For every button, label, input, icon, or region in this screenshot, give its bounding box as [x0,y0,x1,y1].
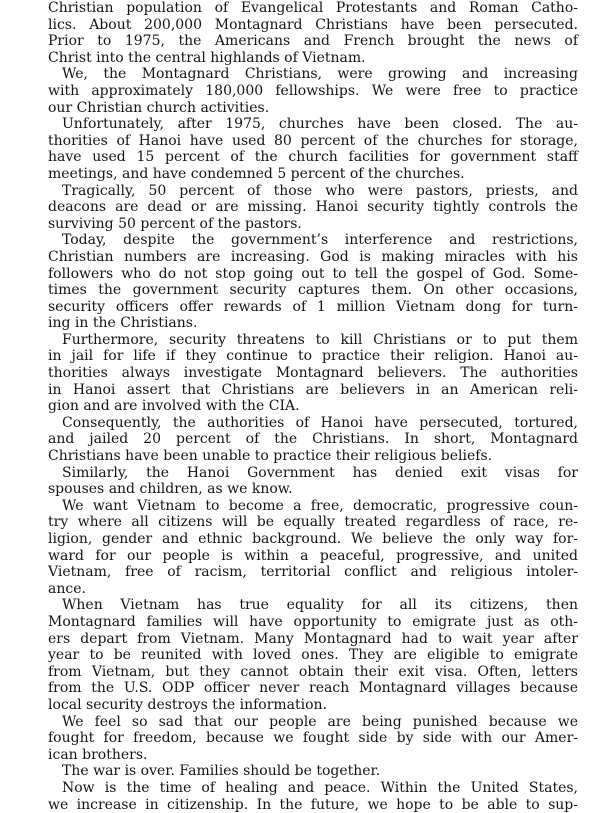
text-line: We want Vietnam to become a free, democratic, progressive coun- [48,498,578,515]
paragraph-christian-numbers [48,232,578,332]
paragraph-persecution-intro [48,0,578,66]
paragraph-punished [48,714,578,764]
text-line: Christ into the central highlands of Vietnam. [48,50,578,67]
text-line: spouses and children, as we know. [48,481,578,498]
text-line: thorities always investigate Montagnard believers. The authorities [48,365,578,382]
text-line: When Vietnam has true equality for all its citizens, then [48,597,578,614]
text-line: Consequently, the authorities of Hanoi have persecuted, tortured, [48,415,578,432]
text-line: We, the Montagnard Christians, were growing and increasing [48,66,578,83]
text-line: Today, despite the government’s interference and restrictions, [48,232,578,249]
text-line: ance. [48,581,578,598]
text-line: Montagnard families will have opportunity to emigrate just as oth- [48,614,578,631]
text-line: We feel so sad that our people are being punished because we [48,714,578,731]
text-line: Christian population of Evangelical Protestants and Roman Catho- [48,0,578,17]
text-line: ican brothers. [48,747,578,764]
paragraph-exit-visas [48,465,578,498]
text-line: and jailed 20 percent of the Christians. In short, Montagnard [48,431,578,448]
text-line: times the government security captures them. On other occasions, [48,282,578,299]
text-line: local security destroys the information. [48,697,578,714]
paragraph-war-over [48,763,578,780]
text-line: Vietnam, free of racism, territorial conflict and religious intoler- [48,564,578,581]
text-line: Tragically, 50 percent of those who were pastors, priests, and [48,183,578,200]
paragraph-persecuted-jailed [48,415,578,465]
text-line: Unfortunately, after 1975, churches have been closed. The au- [48,116,578,133]
text-line: we increase in citizenship. In the future, we hope to be able to sup- [48,797,578,813]
text-line: Similarly, the Hanoi Government has denied exit visas for [48,465,578,482]
text-line: fought for freedom, because we fought side by side with our Amer- [48,730,578,747]
text-line: Prior to 1975, the Americans and French brought the news of [48,33,578,50]
text-line: from the U.S. ODP officer never reach Montagnard villages because [48,680,578,697]
text-line: ligion, gender and ethnic background. We believe the only way for- [48,531,578,548]
text-line: year to be reunited with loved ones. They are eligible to emigrate [48,647,578,664]
text-line: Now is the time of healing and peace. Within the United States, [48,780,578,797]
text-line: surviving 50 percent of the pastors. [48,216,578,233]
paragraph-security-threats [48,332,578,415]
text-line: try where all citizens will be equally treated regardless of race, re- [48,514,578,531]
text-line: with approximately 180,000 fellowships. We were free to practice [48,83,578,100]
paragraph-montagnard-christians [48,66,578,116]
paragraph-churches-closed [48,116,578,182]
paragraph-free-vietnam [48,498,578,598]
text-line: The war is over. Families should be together. [48,763,578,780]
text-line: Christian numbers are increasing. God is making miracles with his [48,249,578,266]
paragraph-pastors [48,183,578,233]
text-line: ward for our people is within a peaceful, progressive, and united [48,548,578,565]
paragraph-healing-peace [48,780,578,813]
text-line: Furthermore, security threatens to kill Christians or to put them [48,332,578,349]
text-line: our Christian church activities. [48,100,578,117]
text-line: gion and are involved with the CIA. [48,398,578,415]
text-line: followers who do not stop going out to tell the gospel of God. Some- [48,266,578,283]
text-line: meetings, and have condemned 5 percent of the churches. [48,166,578,183]
text-line: thorities of Hanoi have used 80 percent of the churches for storage, [48,133,578,150]
text-line: Christians have been unable to practice their religious beliefs. [48,448,578,465]
text-line: have used 15 percent of the church facilities for government staff [48,149,578,166]
text-line: ing in the Christians. [48,315,578,332]
text-line: in Hanoi assert that Christians are believers in an American reli- [48,382,578,399]
text-line: lics. About 200,000 Montagnard Christians have been persecuted. [48,17,578,34]
text-line: from Vietnam, but they cannot obtain their exit visa. Often, letters [48,664,578,681]
text-line: deacons are dead or are missing. Hanoi security tightly controls the [48,199,578,216]
text-line: in jail for life if they continue to practice their religion. Hanoi au- [48,348,578,365]
document-page [48,0,578,782]
paragraph-equality-emigration [48,597,578,713]
text-line: security officers offer rewards of 1 million Vietnam dong for turn- [48,299,578,316]
text-line: ers depart from Vietnam. Many Montagnard had to wait year after [48,631,578,648]
